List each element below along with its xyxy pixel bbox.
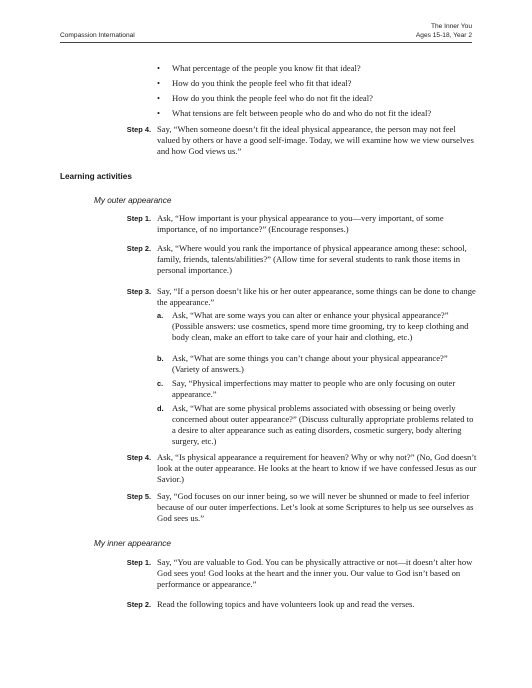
step-label: Step 4. [126,125,151,134]
sub-item-text: Ask, “What are some ways you can alter or enhance your physical appearance?” (Possible answers: use cosmetics, spend more time grooming, try to keep clothing and body clean, make an effort to take care of your hair and clothing, etc.) [172,310,469,342]
step-label: Step 3. [126,287,151,296]
bullet-marker: • [157,78,161,88]
header-course-level: Ages 15-18, Year 2 [415,32,472,39]
step-label: Step 1. [126,558,151,567]
step-text: Ask, “Is physical appearance a requirement for heaven? Why or why not?” (No, God doesn’t look at the outer appearance. He looks at the heart to know if we have confessed Jesus as our Savior.) [157,452,477,484]
step-text: Read the following topics and have volunteers look up and read the verses. [157,599,415,609]
step-text: Say, “If a person doesn’t like his or her outer appearance, some things can be done to change the appearance.” [157,286,476,307]
step-text: Say, “God focuses on our inner being, so we will never be shunned or made to feel inferior because of our outer imperfections. Let’s look at some Scriptures to help us see ourselves as God sees us.” [157,491,474,523]
sub-item-label: a. [157,311,164,320]
subsection-heading: My inner appearance [94,539,171,548]
list-item: How do you think the people feel who do not fit the ideal? [172,93,373,103]
step-text: Ask, “Where would you rank the importance of physical appearance among these: school, family, friends, talents/abilities?” (Allow time for several students to rank those items in personal importance.) [157,243,467,275]
bullet-marker: • [157,63,161,73]
header-rule [60,42,472,43]
section-title: Learning activities [60,172,132,181]
header-course-title: The Inner You [430,23,472,30]
sub-item-label: c. [157,379,164,388]
list-item: What percentage of the people you know fit that ideal? [172,63,361,73]
step-text: Say, “When someone doesn’t fit the ideal physical appearance, the person may not feel valued by others or have a good self-image. Today, we will examine how we view ourselves and how God views us.” [157,124,474,156]
step-label: Step 1. [126,214,151,223]
header-organization: Compassion International [60,32,135,39]
step-label: Step 4. [126,453,151,462]
step-label: Step 2. [126,600,151,609]
list-item: What tensions are felt between people who do and who do not fit the ideal? [172,108,432,118]
bullet-marker: • [157,108,161,118]
sub-item-text: Ask, “What are some things you can’t change about your physical appearance?” (Variety of answers.) [172,353,448,374]
step-label: Step 2. [126,244,151,253]
bullet-marker: • [157,93,161,103]
sub-item-text: Ask, “What are some physical problems associated with obsessing or being overly concerned about outer appearance?” (Discuss culturally appropriate problems related to a desire to alter appearance such as eating disorders, cosmetic surgery, body altering surgery, etc.) [172,403,474,446]
step-text: Ask, “How important is your physical appearance to you—very important, of some importance, of no importance?” (Encourage responses.) [157,213,444,234]
list-item: How do you think the people feel who fit that ideal? [172,78,352,88]
step-text: Say, “You are valuable to God. You can be physically attractive or not—it doesn’t alter how God sees you! God looks at the heart and the inner you. Our value to God isn’t based on performance or appearance.” [157,557,473,589]
sub-item-text: Say, “Physical imperfections may matter to people who are only focusing on outer appearance.” [172,378,456,399]
sub-item-label: b. [157,354,164,363]
subsection-heading: My outer appearance [94,196,172,205]
step-label: Step 5. [126,492,151,501]
sub-item-label: d. [157,404,164,413]
